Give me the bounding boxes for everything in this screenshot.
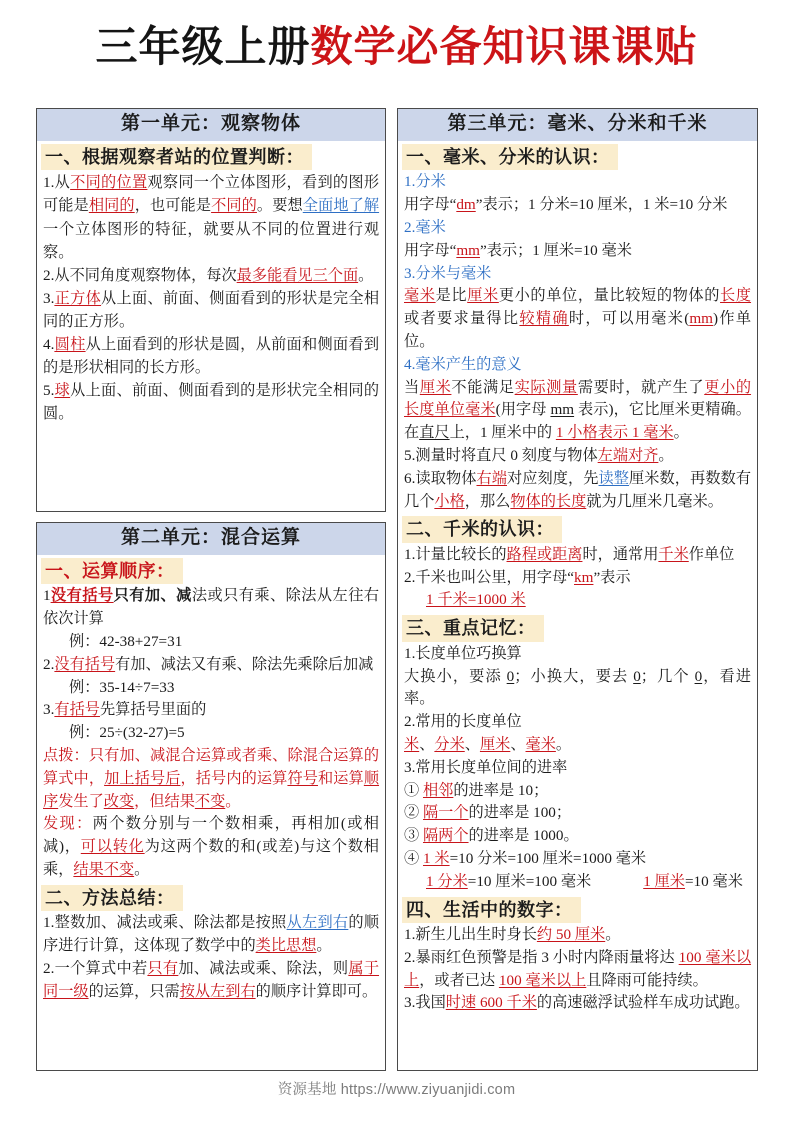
t: 最多能看见三个面: [236, 266, 359, 284]
unit-2-rule-3: [43, 699, 379, 722]
t: ，括号内的运算: [180, 769, 288, 787]
t: =10 分米=100 厘米=1000 毫米: [449, 849, 647, 867]
t: ①: [404, 781, 423, 799]
t: 不同的: [211, 197, 257, 215]
unit-2-section-1-header: 一、运算顺序：: [41, 558, 183, 585]
unit-3-item-4-body: [404, 377, 751, 445]
unit-3-section-2-header: 二、千米的认识：: [402, 516, 562, 543]
t: 毫米: [525, 735, 556, 753]
t: 2.千米也叫公里，用字母“: [404, 568, 575, 586]
unit-2-rule-1-example: 例：42-38+27=31: [69, 632, 183, 650]
unit-1-banner: 第一单元：观察物体: [37, 109, 385, 141]
t: 分米: [434, 735, 465, 753]
t: 需要时，就产生了: [577, 378, 705, 396]
t: mm: [456, 241, 480, 259]
t: 实际测量: [514, 378, 578, 396]
t: ；小换大，要去: [514, 667, 634, 685]
unit-1-point-5: [43, 379, 379, 425]
t: 米: [404, 735, 420, 753]
t: 当: [404, 378, 420, 396]
t: 球: [54, 382, 71, 400]
t: 是比: [435, 287, 468, 305]
t: 隔两个: [422, 827, 469, 845]
t: 。: [605, 926, 621, 943]
t: 先算括号里面的: [99, 701, 207, 719]
t: 就为几厘米几毫米。: [586, 492, 723, 510]
t: 从左到右: [286, 914, 349, 932]
unit-3-item-1-title: 1.分米: [404, 173, 446, 191]
unit-3-mem-3-line-5: [404, 871, 751, 894]
t: 顺序: [43, 769, 380, 810]
unit-2-method-2: [43, 958, 379, 1004]
t: 。: [658, 446, 674, 464]
unit-3-section-3-header: 三、重点记忆：: [402, 615, 544, 642]
t: 加、减法或乘、除法，则: [178, 959, 349, 977]
t: 5.: [43, 382, 55, 400]
t: 观察同一个立体图形，看到的图形可能是: [43, 174, 380, 215]
t: 1.计量比较长的: [404, 545, 507, 563]
t: 按从左到右: [179, 982, 256, 1000]
t: 1: [43, 587, 51, 605]
t: 6.读取物体: [404, 469, 477, 487]
t: =10 毫米: [684, 872, 743, 890]
t: ，那么: [464, 492, 511, 510]
t: 从上面、前面、侧面看到的是形状完全相同的圆。: [43, 382, 380, 423]
t: 1.新生儿出生时身长: [404, 926, 537, 943]
t: 。: [555, 735, 572, 753]
unit-3-section-2: [398, 513, 757, 544]
unit-1-point-4: [43, 333, 379, 379]
t: 时，可以用毫米(: [568, 310, 690, 328]
t: 上，1 厘米中的: [449, 424, 556, 442]
t: 100 毫米以上: [404, 948, 752, 989]
t: 从上面、前面、侧面看到的形状是完全相同的正方形。: [43, 289, 380, 330]
unit-3-item-1-body: [404, 194, 751, 217]
t: 3.: [43, 701, 55, 719]
unit-3-km-1: [404, 544, 751, 567]
unit-2-rule-2-example: 例：35-14÷7=33: [69, 678, 175, 696]
unit-3-mem-3-line-2: [404, 802, 751, 825]
t: ；几个: [640, 667, 695, 685]
t: 对应刻度，先: [507, 469, 599, 487]
t: 约 50 厘米: [536, 926, 606, 943]
t: 1 千米=1000 米: [426, 591, 526, 609]
t: 只有加、减: [113, 587, 192, 605]
t: 隔一个: [422, 804, 469, 822]
unit-1-point-1: [43, 171, 379, 263]
left-column: [36, 108, 386, 1071]
unit-2-banner: 第二单元：混合运算: [37, 523, 385, 555]
t: ，但结果: [134, 792, 195, 810]
unit-2-rule-2: [43, 654, 379, 677]
t: ③: [404, 827, 423, 845]
t: 的进率是 100；: [468, 804, 572, 822]
unit-3-mem-2-title: 2.常用的长度单位: [404, 713, 522, 731]
t: 大换小，要添: [404, 667, 507, 685]
t: 和运算: [318, 769, 364, 787]
t: 作单位: [688, 545, 735, 563]
t: 2.从不同角度观察物体，每次: [43, 266, 237, 284]
unit-3-mem-3-line-4: [404, 848, 751, 871]
unit-3-item-2-title: 2.毫米: [404, 218, 446, 236]
t: 0: [506, 667, 515, 685]
t: 符号: [287, 769, 318, 787]
t: 加上括号后: [104, 769, 181, 787]
t: 只有: [147, 959, 179, 977]
t: 的顺序进行计算，这体现了数学中的: [43, 914, 380, 955]
unit-1-box: [36, 108, 386, 512]
t: 厘米: [479, 735, 511, 753]
t: 左端对齐: [597, 446, 659, 464]
unit-2-section-1: [37, 555, 385, 586]
unit-3-life-3: [404, 992, 751, 1015]
t: 用字母“: [404, 196, 457, 214]
unit-3-item-3-body: [404, 285, 751, 353]
unit-3-banner: 第三单元：毫米、分米和千米: [398, 109, 757, 141]
t: 物体的长度: [510, 492, 587, 510]
content-columns: [36, 108, 758, 1071]
unit-2-box: [36, 522, 386, 1071]
t: 的进率是 1000。: [468, 827, 579, 845]
t: 5.测量时将直尺 0 刻度与物体: [404, 446, 598, 464]
t: 结果不变: [73, 860, 135, 878]
t: 表示)，它比厘米更精确。在: [404, 401, 751, 442]
t: 、: [419, 735, 435, 753]
unit-2-method-1: [43, 912, 379, 958]
unit-3-item-4-title: 4.毫米产生的意义: [404, 355, 522, 373]
t: 更小的单位，量比较短的物体的: [498, 287, 721, 305]
t: 千米: [658, 545, 689, 563]
unit-2-section-2: [37, 882, 385, 913]
t: ”表示；1 厘米=10 毫米: [479, 241, 632, 259]
t: 且降雨可能持续。: [586, 971, 708, 989]
t: 3.我国: [404, 994, 446, 1012]
unit-3-km-2: [404, 567, 751, 590]
t: 或者要求量得比: [404, 310, 520, 328]
unit-3-section-4: [398, 894, 757, 925]
t: 。要想: [256, 197, 303, 215]
t: 有括号: [54, 701, 100, 719]
t: ，也可能是: [134, 197, 212, 215]
page-title: [0, 0, 793, 72]
unit-3-mem-3-line-1: [404, 780, 751, 803]
t: 、: [510, 735, 526, 753]
unit-2-rule-1: [43, 585, 379, 631]
t: km: [574, 568, 594, 586]
t: 的进率是 10；: [453, 781, 549, 799]
t: ”表示；1 分米=10 厘米，1 米=10 分米: [475, 196, 728, 214]
t: ，看进率。: [404, 667, 752, 708]
unit-3-section-1-header: 一、毫米、分米的认识：: [402, 144, 618, 171]
t: 不能满足: [451, 378, 515, 396]
t: 为这两个数的和(或差)与这个数相乘，: [43, 838, 379, 878]
t: 1.整数加、减法或乘、除法都是按照: [43, 914, 287, 932]
t: 0: [633, 667, 641, 685]
unit-3-item-5: [404, 445, 751, 468]
t: ②: [404, 804, 423, 822]
t: 圆柱: [54, 336, 86, 354]
unit-3-mem-3-title: 3.常用长度单位间的进率: [404, 758, 568, 776]
t: ”表示: [593, 568, 631, 586]
unit-3-section-1: [398, 141, 757, 172]
unit-3-item-3-title: 3.分米与毫米: [404, 264, 492, 282]
unit-3-life-2: [404, 947, 751, 993]
t: 有加、减法又有乘、除法先乘除后加减: [115, 655, 374, 673]
t: 不变: [194, 792, 226, 810]
t: 的运算，只需: [88, 982, 180, 1000]
t: 厘米数，再数数有几个: [404, 469, 752, 510]
t: 类比思想: [255, 937, 317, 955]
t: dm: [456, 196, 476, 214]
t: 。: [358, 266, 374, 284]
t: ，或者已达: [419, 971, 499, 989]
t: 发生了: [58, 792, 104, 810]
t: 直尺: [419, 424, 450, 442]
t: 可以转化: [80, 838, 145, 856]
t: 小格: [434, 492, 465, 510]
t: 。: [134, 860, 150, 878]
right-column: [397, 108, 758, 1071]
t: 2.: [43, 655, 55, 673]
t: mm: [689, 310, 713, 328]
t: 改变: [103, 792, 135, 810]
unit-3-mem-2-body: [404, 734, 751, 757]
unit-3-item-2-body: [404, 240, 751, 263]
t: 1 米: [422, 849, 450, 867]
t: 一个立体图形的特征，就要从不同的位置进行观察。: [43, 220, 379, 261]
t: 厘米: [467, 287, 499, 305]
t: 属于同一级: [43, 959, 380, 1000]
unit-1-section-1: [37, 141, 385, 172]
t: 没有括号: [50, 587, 114, 605]
t: 1.从: [43, 174, 71, 192]
unit-3-mem-1-body: [404, 666, 751, 712]
t: 1 分米: [426, 872, 468, 890]
unit-2-finding: [43, 813, 379, 881]
t: 全面地了解: [302, 197, 380, 215]
t: 法或只有乘、除法从左往右依次计算: [43, 587, 380, 628]
unit-3-km-equation: [404, 589, 751, 612]
t: 没有括号: [54, 655, 116, 673]
t: 。: [225, 792, 241, 810]
t: 两个数分别与一个数相乘，再相加(或相减)，: [43, 815, 379, 856]
t: 路程或距离: [506, 545, 583, 563]
t: 0: [694, 667, 703, 685]
t: mm: [550, 401, 575, 419]
t: 厘米: [419, 378, 452, 396]
t: 100 毫米以上: [498, 971, 587, 989]
unit-3-mem-1-title: 1.长度单位巧换算: [404, 644, 522, 662]
t: 的顺序计算即可。: [255, 982, 378, 1000]
t: 正方体: [54, 289, 102, 307]
t: 发现：: [43, 815, 93, 833]
t: 相同的: [88, 197, 135, 215]
t: 2.暴雨红色预警是指 3 小时内降雨量将达: [404, 948, 679, 966]
t: 时，通常用: [582, 545, 659, 563]
page-title-black: 三年级上册: [95, 25, 311, 71]
t: 长度: [720, 287, 752, 305]
t: 4.: [43, 336, 55, 354]
unit-1-point-3: [43, 287, 379, 333]
unit-2-section-2-header: 二、方法总结：: [41, 885, 183, 912]
unit-2-tip: [43, 745, 379, 813]
t: 不同的位置: [70, 174, 148, 192]
t: 毫米: [404, 287, 436, 305]
t: 。: [673, 424, 689, 442]
t: 1 厘米: [643, 872, 685, 890]
t: 右端: [476, 469, 507, 487]
t: 从上面看到的形状是圆，从前面和侧面看到的是形状相同的长方形。: [43, 336, 380, 377]
page-title-red: 数学必备知识课课贴: [310, 25, 698, 71]
t: 读整: [598, 469, 630, 487]
unit-2-rule-3-example: 例：25÷(32-27)=5: [69, 724, 185, 742]
t: 。: [316, 937, 332, 955]
unit-3-section-4-header: 四、生活中的数字：: [402, 897, 581, 924]
t: 只有加、减混合运算或者乘、除混合运算的算式中，: [43, 746, 380, 787]
unit-3-box: [397, 108, 758, 1071]
t: 2.一个算式中若: [43, 959, 148, 977]
unit-3-item-6: [404, 468, 751, 514]
t: 时速 600 千米: [445, 994, 537, 1012]
t: 用字母“: [404, 241, 457, 259]
unit-3-section-3: [398, 612, 757, 643]
unit-3-life-1: [404, 924, 751, 947]
t: 3.: [43, 289, 55, 307]
t: (用字母: [495, 401, 551, 419]
t: )作单位。: [404, 310, 752, 350]
t: =10 厘米=100 毫米: [467, 872, 592, 890]
t: 点拨：: [43, 746, 89, 764]
unit-3-mem-3-line-3: [404, 825, 751, 848]
t: ④: [404, 849, 423, 867]
t: 1 小格表示 1 毫米: [555, 424, 674, 442]
footer-watermark: 资源基地 https://www.ziyuanjidi.com: [277, 1082, 516, 1098]
unit-1-point-2: [43, 264, 379, 287]
unit-1-section-1-header: 一、根据观察者站的位置判断：: [41, 144, 312, 171]
t: 的高速磁浮试验样车成功试跑。: [536, 994, 750, 1012]
t: 较精确: [519, 310, 569, 328]
t: 相邻: [422, 781, 454, 799]
t: 更小的长度单位毫米: [404, 378, 752, 419]
t: 、: [464, 735, 480, 753]
